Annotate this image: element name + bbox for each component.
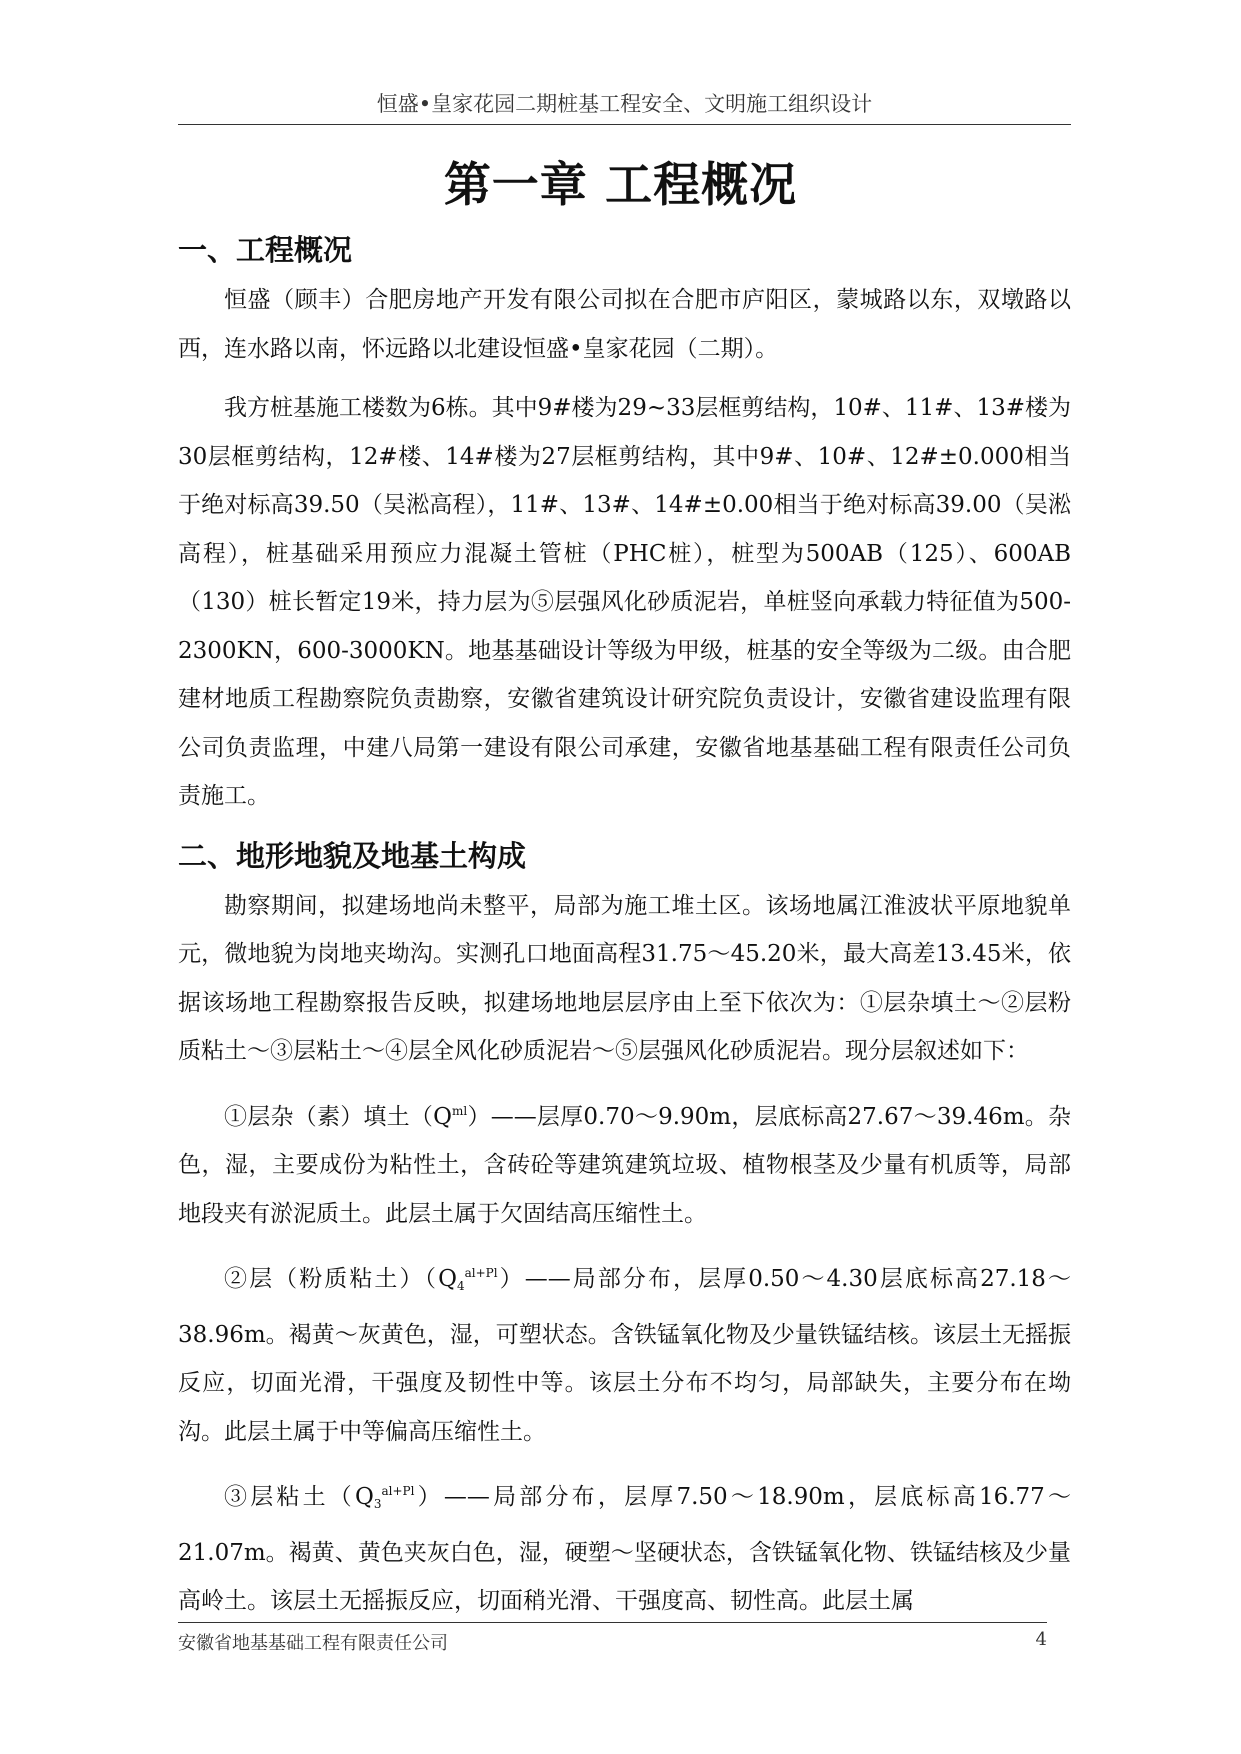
- layer-2-subscript: 4: [456, 1279, 465, 1293]
- layer-3-text-pre: ③层粘土（Q: [224, 1484, 374, 1510]
- layer-2-text-pre: ②层（粉质粘土）（Q: [224, 1266, 457, 1292]
- document-body: [178, 226, 1071, 1637]
- chapter-title: 第一章 工程概况: [443, 158, 798, 213]
- paragraph-project-location: 恒盛（顾丰）合肥房地产开发有限公司拟在合肥市庐阳区，蒙城路以东，双墩路以西，连水路以南，怀远路以北建设恒盛•皇家花园（二期）。: [178, 287, 1071, 362]
- layer-3-subscript: 3: [373, 1497, 382, 1511]
- layer-3-text-post: ）——局部分布，层厚7.50～18.90m，层底标高16.77～21.07m。褐黄、黄色夹灰白色，湿，硬塑～坚硬状态，含铁锰氧化物、铁锰结核及少量高岭土。该层土无摇振反应，切面稍光滑、干强度高、韧性高。此层土属: [178, 1484, 1071, 1614]
- layer-2-superscript: al+Pl: [464, 1266, 498, 1280]
- section-heading-geology: 二、地形地貌及地基土构成: [178, 838, 527, 873]
- paragraph-layer-2: [178, 1249, 1071, 1456]
- layer-1-superscript: ml: [452, 1103, 468, 1118]
- page-footer: [178, 1622, 1047, 1655]
- paragraph-layer-3: [178, 1467, 1071, 1626]
- paragraph-layer-1: [178, 1087, 1071, 1239]
- layer-3-superscript: al+Pl: [381, 1484, 415, 1498]
- page-header: [178, 88, 1071, 125]
- layer-2-text-post: ）——局部分布，层厚0.50～4.30层底标高27.18～38.96m。褐黄～灰黄色，湿，可塑状态。含铁锰氧化物及少量铁锰结核。该层土无摇振反应，切面光滑，干强度及韧性中等。该层土分布不均匀，局部缺失，主要分布在坳沟。此层土属于中等偏高压缩性土。: [178, 1266, 1071, 1445]
- page-number: 4: [1035, 1629, 1047, 1650]
- header-title: 恒盛•皇家花园二期桩基工程安全、文明施工组织设计: [376, 92, 873, 116]
- layer-1-text-pre: ①层杂（素）填土（Q: [224, 1103, 452, 1130]
- footer-company: 安徽省地基基础工程有限责任公司: [178, 1633, 448, 1654]
- paragraph-pile-details: 我方桩基施工楼数为6栋。其中9#楼为29~33层框剪结构，10#、11#、13#楼为30层框剪结构，12#楼、14#楼为27层框剪结构，其中9#、10#、12#±0.000相当于绝对标高39.50（吴淞高程），11#、13#、14#±0.00相当于绝对标高39.00（吴淞高程），桩基础采用预应力混凝土管桩（PHC桩），桩型为500AB（125）、600AB（130）桩长暂定19米，持力层为⑤层强风化砂质泥岩，单桩竖向承载力特征值为500-2300KN，600-3000KN。地基基础设计等级为甲级，桩基的安全等级为二级。由合肥建材地质工程勘察院负责勘察，安徽省建筑设计研究院负责设计，安徽省建设监理有限公司负责监理，中建八局第一建设有限公司承建，安徽省地基基础工程有限责任公司负责施工。: [178, 395, 1071, 809]
- section-heading-overview: 一、工程概况: [178, 233, 353, 267]
- paragraph-survey-intro: 勘察期间，拟建场地尚未整平，局部为施工堆土区。该场地属江淮波状平原地貌单元，微地貌为岗地夹坳沟。实测孔口地面高程31.75～45.20米，最大高差13.45米，依据该场地工程勘察报告反映，拟建场地地层层序由上至下依次为：①层杂填土～②层粉质粘土～③层粘土～④层全风化砂质泥岩～⑤层强风化砂质泥岩。现分层叙述如下：: [178, 892, 1071, 1064]
- layer-1-text-post: ）——层厚0.70～9.90m，层底标高27.67～39.46m。杂色，湿，主要成份为粘性土，含砖砼等建筑建筑垃圾、植物根茎及少量有机质等，局部地段夹有淤泥质土。此层土属于欠固结高压缩性土。: [178, 1103, 1071, 1227]
